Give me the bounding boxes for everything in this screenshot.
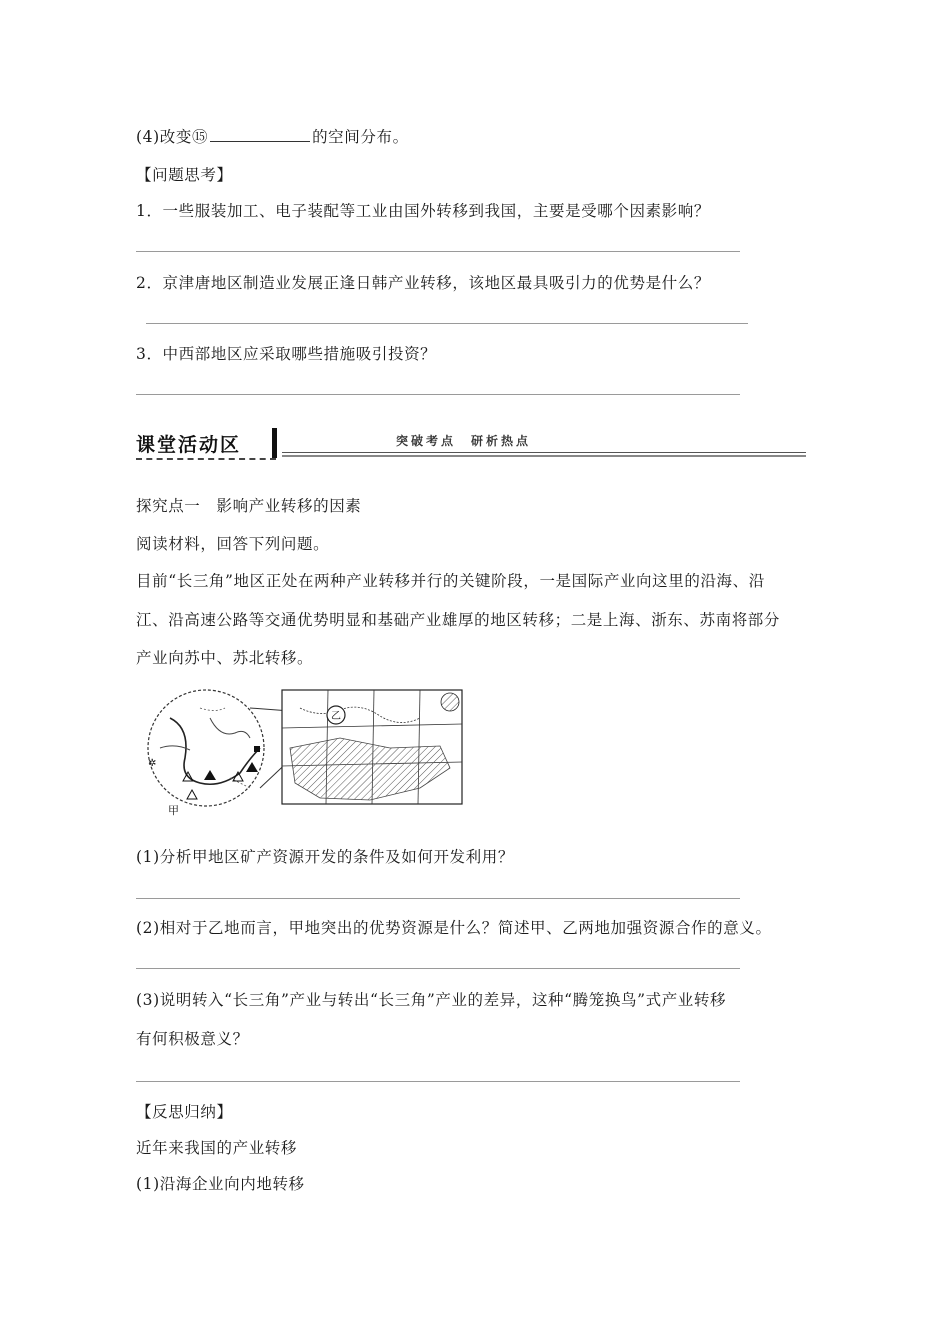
sub-question-2: (2)相对于乙地而言，甲地突出的优势资源是什么？简述甲、乙两地加强资源合作的意义。 (136, 919, 772, 937)
explore-title: 探究点一 影响产业转移的因素 (136, 497, 362, 515)
banner-underline (136, 458, 276, 460)
region-map (140, 688, 470, 818)
mine-marker (204, 770, 216, 780)
reflection-header: 【反思归纳】 (136, 1103, 233, 1121)
q4-line (136, 126, 409, 148)
banner-rule (282, 452, 806, 453)
svg-text:✲: ✲ (148, 758, 157, 769)
answer-line-6[interactable] (136, 1081, 740, 1082)
sub-question-3a: (3)说明转入“长三角”产业与转出“长三角”产业的差异，这种“腾笼换鸟”式产业转移 (136, 991, 727, 1009)
banner-divider (272, 428, 277, 458)
map-figure (140, 688, 470, 818)
banner-subtitle: 突破考点 研析热点 (396, 434, 532, 448)
answer-line-4[interactable] (136, 898, 740, 899)
sub-question-3b: 有何积极意义？ (136, 1030, 249, 1048)
material-line-1: 目前“长三角”地区正处在两种产业转移并行的关键阶段，一是国际产业向这里的沿海、沿 (136, 572, 765, 590)
thinking-question-3: 3．中西部地区应采取哪些措施吸引投资？ (136, 345, 437, 363)
banner-title: 课堂活动区 (136, 434, 242, 456)
sub-question-1: (1)分析甲地区矿产资源开发的条件及如何开发利用？ (136, 848, 514, 866)
banner-rule-thick (282, 455, 806, 457)
q4-suffix: 的空间分布。 (312, 128, 409, 146)
reflection-line-2: (1)沿海企业向内地转移 (136, 1175, 305, 1193)
answer-blank[interactable] (210, 126, 310, 142)
inset-circle (148, 690, 264, 806)
river (170, 718, 260, 784)
reflection-line-1: 近年来我国的产业转移 (136, 1139, 298, 1157)
answer-line-3[interactable] (136, 394, 740, 395)
material-line-3: 产业向苏中、苏北转移。 (136, 649, 314, 667)
answer-line-1[interactable] (136, 251, 740, 252)
explore-instruction: 阅读材料，回答下列问题。 (136, 535, 330, 553)
thinking-question-1: 1．一些服装加工、电子装配等工业由国外转移到我国，主要是受哪个因素影响？ (136, 202, 710, 220)
thinking-question-2: 2．京津唐地区制造业发展正逢日韩产业转移，该地区最具吸引力的优势是什么？ (136, 274, 710, 292)
answer-line-2[interactable] (146, 323, 748, 324)
section-banner (136, 428, 806, 466)
material-line-2: 江、沿高速公路等交通优势明显和基础产业雄厚的地区转移；二是上海、浙东、苏南将部分 (136, 611, 781, 629)
q4-prefix: (4)改变⑮ (136, 128, 209, 146)
answer-line-5[interactable] (136, 968, 740, 969)
label-jia: 甲 (168, 804, 179, 817)
label-yi: 乙 (331, 711, 341, 722)
thinking-header: 【问题思考】 (136, 166, 233, 184)
